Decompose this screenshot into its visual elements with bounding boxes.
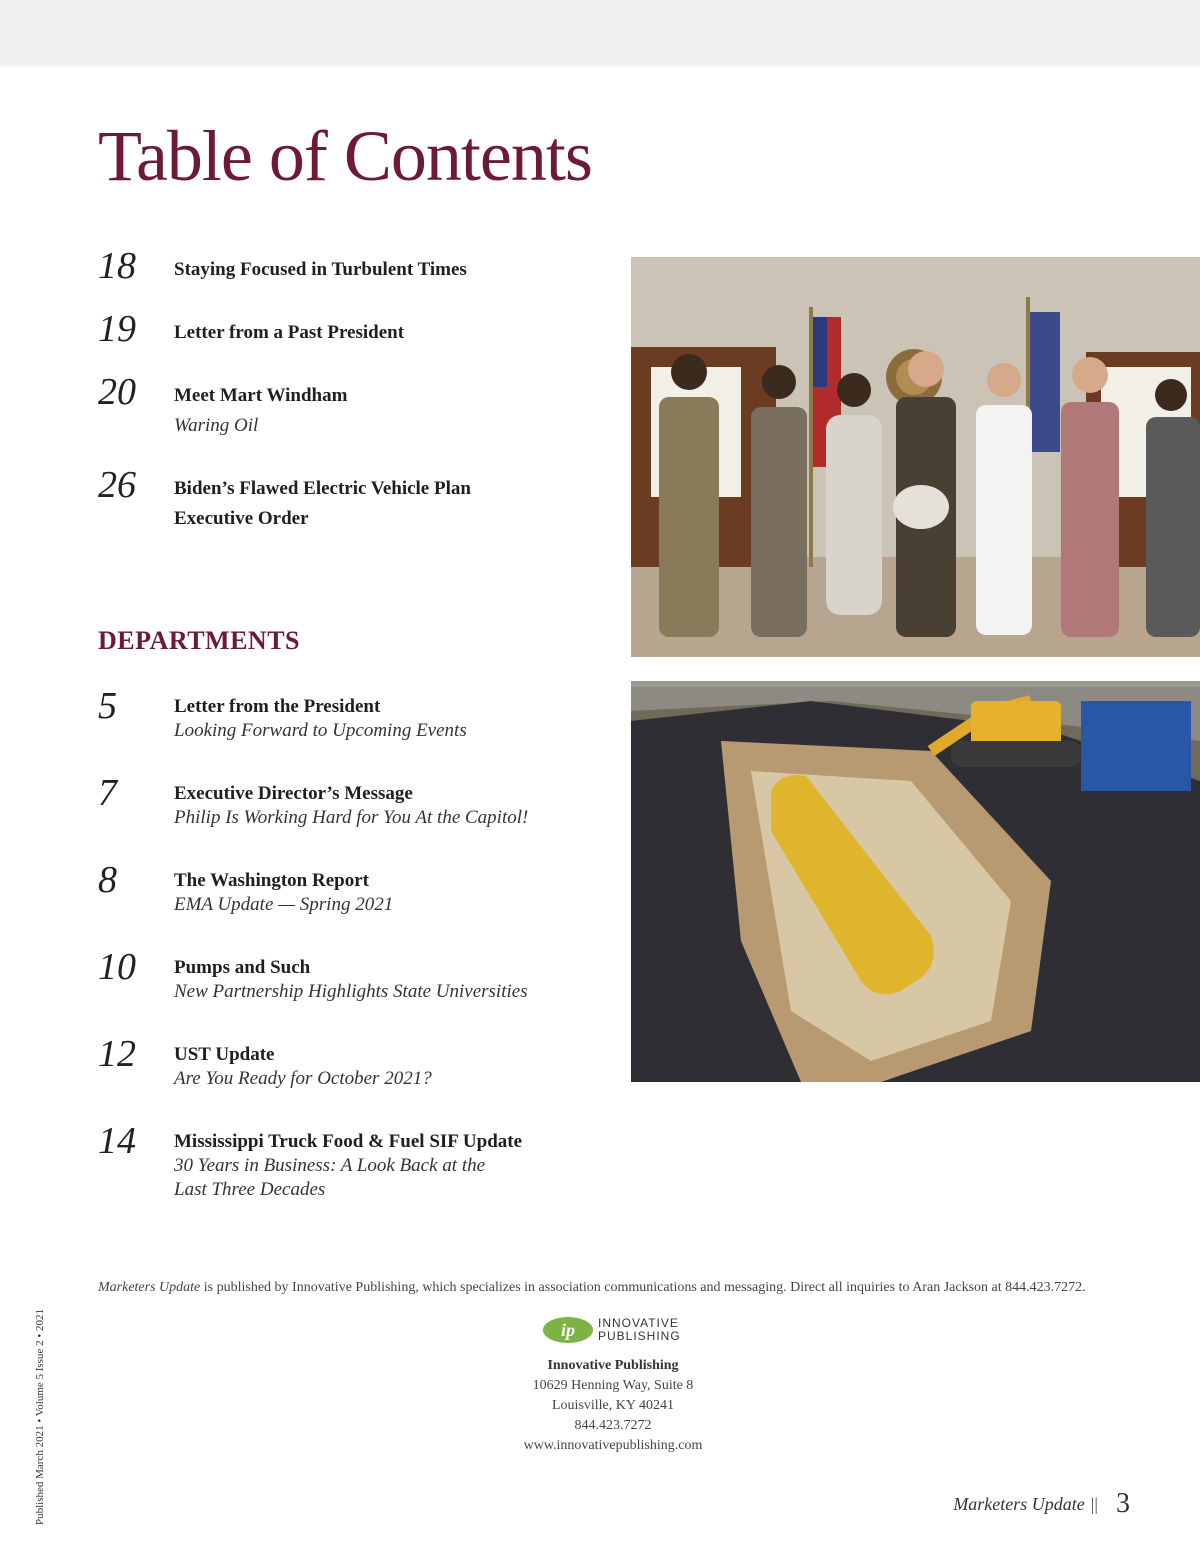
page-number: 7 (98, 772, 117, 814)
entry-subtitle: Philip Is Working Hard for You At the Capitol! (174, 807, 529, 828)
entry-title: Mississippi Truck Food & Fuel SIF Update (174, 1131, 523, 1152)
group-photo (631, 257, 1200, 657)
entry-title: The Washington Report (174, 870, 369, 891)
page-title: Table of Contents (98, 116, 592, 196)
entry-title: Letter from the President (174, 696, 381, 717)
folio-separator: || (1090, 1494, 1098, 1514)
entry-title: Staying Focused in Turbulent Times (174, 259, 467, 280)
page-number: 20 (98, 371, 136, 413)
publisher-logo (542, 1315, 692, 1347)
page-number: 18 (98, 245, 136, 287)
page-number: 19 (98, 308, 136, 350)
page-number: 10 (98, 946, 136, 988)
entry-subtitle: 30 Years in Business: A Look Back at the (174, 1155, 486, 1176)
toc-entry (98, 1033, 618, 1091)
logo-word-1: INNOVATIVE (598, 1316, 679, 1330)
publication-info: Published March 2021 • Volume 5 Issue 2 • 2021 (34, 1309, 46, 1525)
entry-subtitle: Are You Ready for October 2021? (174, 1068, 432, 1089)
toc-entry (98, 772, 618, 830)
entry-subtitle-line2: Last Three Decades (174, 1179, 326, 1200)
entry-title: Meet Mart Windham (174, 385, 348, 406)
entry-title: Executive Director’s Message (174, 783, 413, 804)
publisher-note-text: is published by Innovative Publishing, which specializes in association communications and messaging. Direct all inquiries to Aran Jackson at 844.423.7272. (200, 1280, 1086, 1295)
logo-word-2: PUBLISHING (598, 1329, 681, 1343)
toc-entry (98, 371, 618, 441)
city: Louisville, KY 40241 (552, 1398, 674, 1413)
company-name: Innovative Publishing (547, 1358, 679, 1373)
toc-entry (98, 859, 618, 917)
page-number: 14 (98, 1120, 136, 1162)
folio-magazine: Marketers Update (953, 1494, 1085, 1514)
entry-subtitle: EMA Update — Spring 2021 (174, 894, 394, 915)
entry-subtitle: Looking Forward to Upcoming Events (174, 720, 467, 741)
excavation-photo (631, 681, 1200, 1082)
svg-text:ip: ip (560, 1320, 576, 1340)
toc-entry (98, 946, 618, 1004)
page-number: 8 (98, 859, 117, 901)
entry-title: Pumps and Such (174, 957, 311, 978)
entry-subtitle: Waring Oil (174, 415, 259, 436)
toc-entry (98, 464, 618, 534)
entry-title: UST Update (174, 1044, 275, 1065)
page-folio (953, 1488, 1130, 1520)
entry-title: Letter from a Past President (174, 322, 405, 343)
website: www.innovativepublishing.com (523, 1438, 703, 1453)
entry-subtitle: New Partnership Highlights State Universities (174, 981, 528, 1002)
ip-logo-icon (542, 1315, 594, 1345)
page-number: 12 (98, 1033, 136, 1075)
entry-title: Biden’s Flawed Electric Vehicle Plan (174, 478, 471, 499)
departments-heading: DEPARTMENTS (98, 626, 301, 655)
phone: 844.423.7272 (574, 1418, 652, 1433)
publisher-note (98, 1280, 1178, 1296)
toc-entry (98, 1120, 618, 1202)
publisher-address (413, 1356, 813, 1456)
top-bar (0, 0, 1200, 64)
toc-entry (98, 685, 618, 743)
page-number: 26 (98, 464, 136, 506)
publication-name: Marketers Update (98, 1280, 201, 1295)
toc-entry (98, 308, 618, 350)
street: 10629 Henning Way, Suite 8 (532, 1378, 694, 1393)
page-number: 5 (98, 685, 117, 727)
folio-page-number: 3 (1116, 1488, 1130, 1519)
entry-title-line2: Executive Order (174, 508, 309, 529)
toc-entry (98, 245, 618, 287)
